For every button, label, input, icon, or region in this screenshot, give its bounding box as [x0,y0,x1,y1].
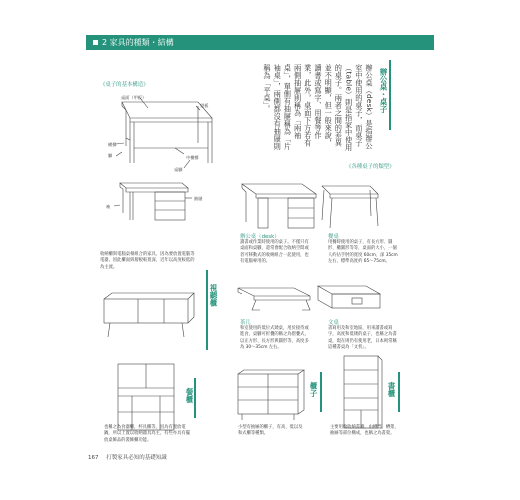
dining-table-illustration [314,176,384,231]
bookcase-illustration [338,352,388,432]
label-drawer: 抽屜 [194,196,203,201]
item-desk-name: 辦公桌（desk） [240,234,280,240]
item-dining-text: 用餐時使用的桌子，有長方形、圓形、橢圓形等等，桌面的大小，一個人約佔手肘的寬度 60cm、深 35cm 左右，標準高度約 65～75cm。 [328,240,398,265]
cupboard-illustration [112,360,182,435]
section-tv: 視聽櫃 [209,284,218,307]
types-title: 《各種桌子的類型》 [346,164,395,170]
tv-rule [206,270,208,350]
item-desk-text: 讀書或作業時使用的桌子。不僅只有桌面和桌腳，還常會配合收納空間或者可移動式的收納組合一起使用，也有電腦專用的。 [240,240,309,265]
section-cupboard: 餐櫃 [185,388,194,403]
label-pedestal: 袖 [106,204,111,209]
chest-illustration [232,366,308,426]
structure-title: 《桌子的基本構造》 [100,82,149,88]
section-header-title: 2 家具的種類・結構 [102,38,174,47]
item-writingdesk-name: 文桌 [328,320,339,326]
label-table-leg: 桌腳 [174,167,183,172]
item-dining-name: 餐桌 [328,234,339,240]
item-writingdesk-text: 書寫用及和室地區，用來讀書或寫字，高度和低矮的桌子，也稱之為書桌，現在則仍有使用老，日本則常稱這種書桌為「文机」。 [328,326,397,351]
intro-rule [389,60,391,130]
section-shelf: 櫃子 [309,382,318,397]
desk-illustration [232,176,322,231]
label-leg: 腳 [108,153,113,158]
item-teatable-text: 和室使用的低位式矮桌，用於接待或進食，桌腳可折疊的稱之為摺疊式，以正方形、長方形與圓形等，高度多為 30～35cm 左右。 [240,326,309,351]
section-header [86,35,434,50]
writing-desk-illustration [314,276,386,316]
av-cabinet-illustration [98,285,198,345]
label-apron: 望板 [200,103,209,108]
desc-left-text: 收納櫃與電腦桌相組合的家具，因為要放置電腦等電器，因此櫃面與層板較寬深，近年以高度較低的為主流。 [100,252,195,270]
shelf-rule [320,372,322,412]
page-number: 167 [88,455,99,461]
intro-body: 辦公桌（desk）是指辦公室中使用的桌子，而桌子（table）則是指家中使用的桌子。兩者之間的差異並不明顯，但一般來說，讀書或寫字、用餐等作業，此外，桌面下方若有兩側抽屜則稱為「兩袖桌」，單側有抽屜稱為「片袖桌」，兩側都沒有抽屜則稱為「平桌」。 [262,64,374,152]
label-tabletop: 桌面（甲板） [121,95,147,100]
bottom-chest-text: 小型有抽屜的櫃子，有高、低以及和式櫃等種類。 [238,425,303,437]
label-stretcher: 橫撐 [108,142,117,147]
bottom-bookcase-text: 主要用做收納書籍，由槽門、槽架、抽屜等部位構成，也稱之為書架。 [330,425,399,437]
footer [88,453,167,461]
intro-title: 辦公桌・桌子 [379,68,388,113]
low-table-illustration [232,278,318,316]
bookcase-rule [398,372,400,412]
book-title: 打製家具必知的基礎知識 [106,455,167,461]
section-bookcase: 書櫃 [387,382,396,397]
label-middle-stretcher: 中橫撐 [186,155,199,160]
bottom-cupboard-text: 也稱之為食器櫃，杯具櫃等，因為有置放電鍋，所以上置以收納器具為主，有些亦具有擺放桌飾品的裝飾櫃功能。 [104,425,190,443]
item-teatable-name: 茶几 [240,320,251,326]
